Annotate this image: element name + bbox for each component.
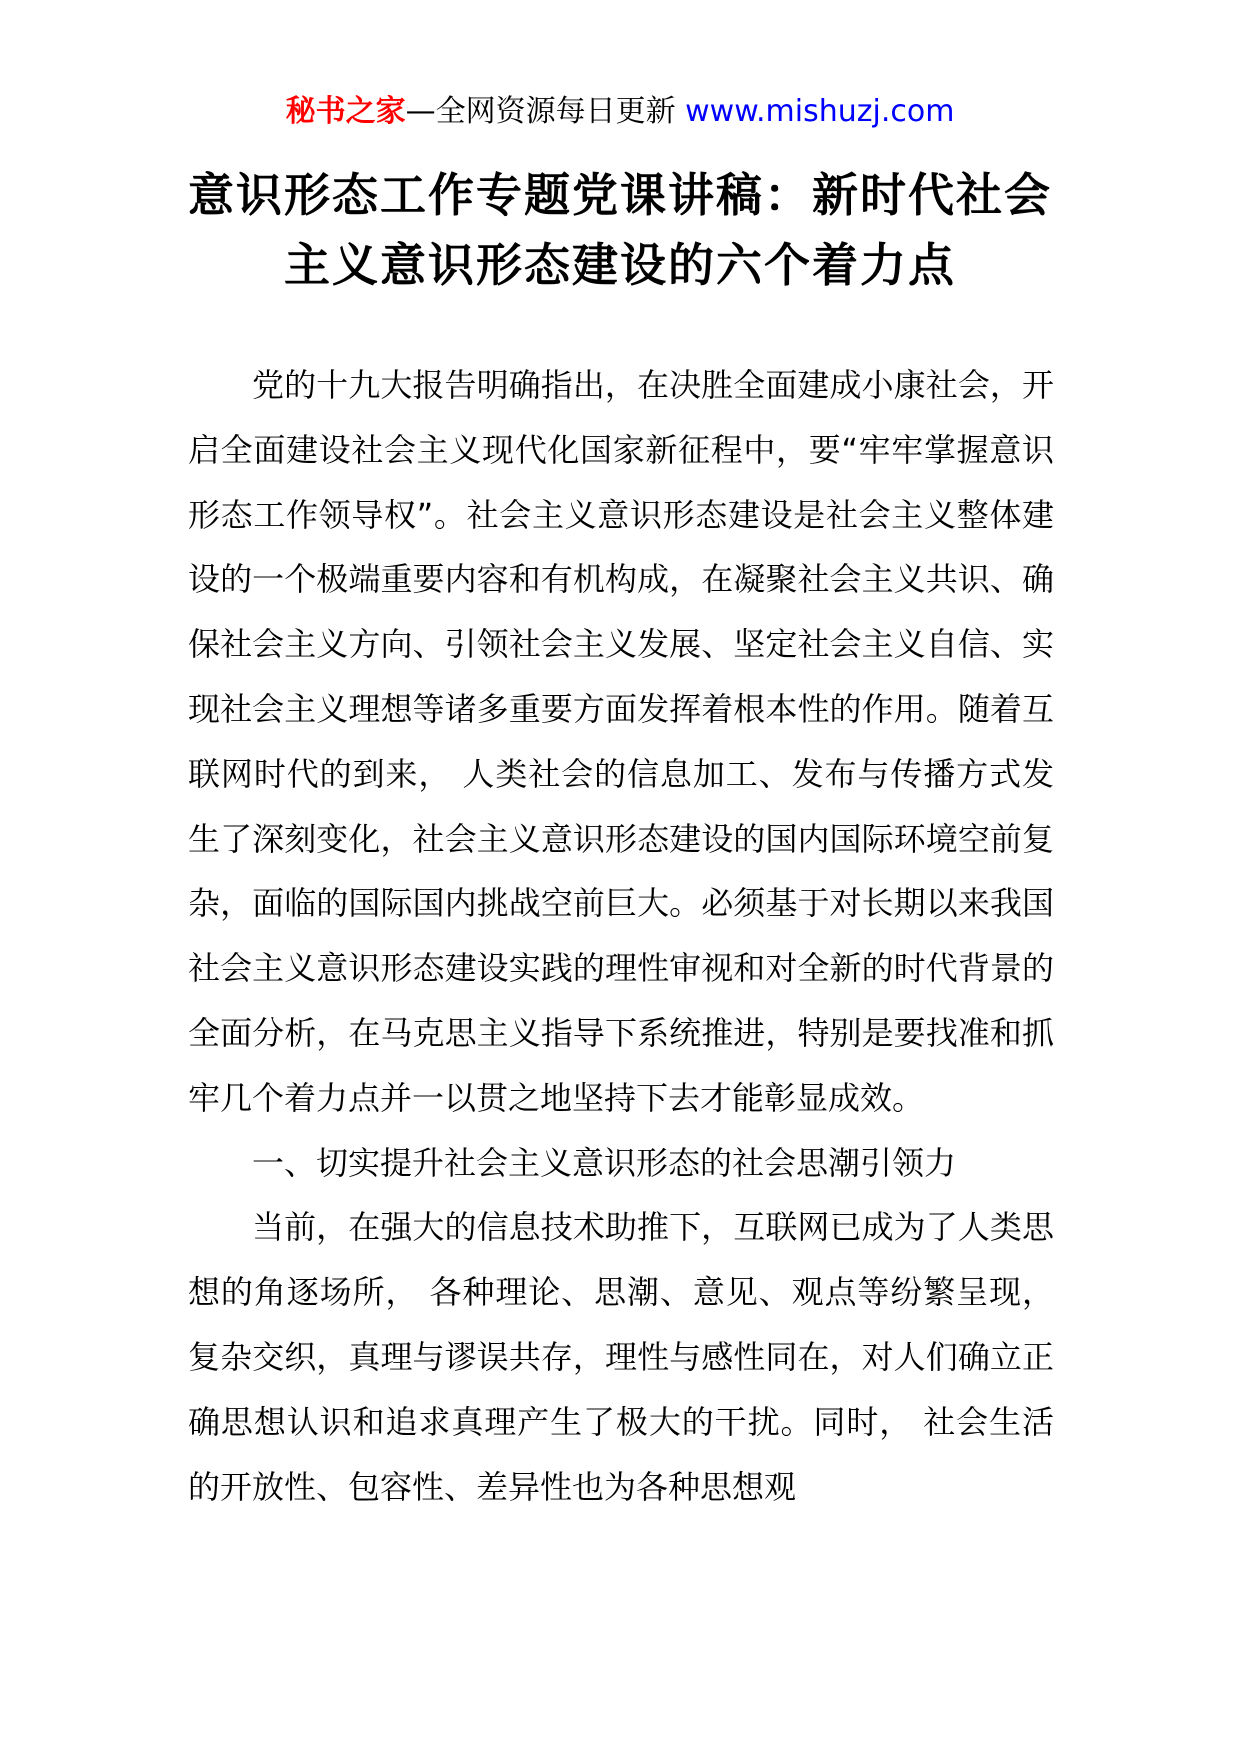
section-1-heading: 一、切实提升社会主义意识形态的社会思潮引领力 xyxy=(252,1143,957,1182)
header-tagline: —全网资源每日更新 xyxy=(405,94,676,129)
title-line-2: 主义意识形态建设的六个着力点 xyxy=(284,238,956,292)
section-1-paragraph: 当前，在强大的信息技术助推下，互联网已成为了人类思想的角逐场所， 各种理论、思潮、意见、观点等纷繁呈现，复杂交织，真理与谬误共存，理性与感性同在，对人们确立正确思想认识和追求真理产生了极大的干扰。同时， 社会生活的开放性、包容性、差异性也为各种思想观 xyxy=(188,1208,1054,1506)
title-line-1: 意识形态工作专题党课讲稿：新时代社会 xyxy=(188,168,1052,222)
document-body xyxy=(188,353,1054,1519)
intro-paragraph: 党的十九大报告明确指出，在决胜全面建成小康社会，开启全面建设社会主义现代化国家新征程中，要“牢牢掌握意识形态工作领导权”。社会主义意识形态建设是社会主义整体建设的一个极端重要内容和有机构成，在凝聚社会主义共识、确保社会主义方向、引领社会主义发展、坚定社会主义自信、实现社会主义理想等诸多重要方面发挥着根本性的作用。随着互联网时代的到来， 人类社会的信息加工、发布与传播方式发生了深刻变化，社会主义意识形态建设的国内国际环境空前复杂，面临的国际国内挑战空前巨大。必须基于对长期以来我国社会主义意识形态建设实践的理性审视和对全新的时代背景的全面分析，在马克思主义指导下系统推进，特别是要找准和抓牢几个着力点并一以贯之地坚持下去才能彰显成效。 xyxy=(188,366,1054,1117)
site-url-link[interactable]: www.mishuzj.com xyxy=(685,94,955,129)
site-header xyxy=(0,92,1240,132)
document-title xyxy=(100,160,1140,300)
brand-name: 秘书之家 xyxy=(285,94,406,129)
